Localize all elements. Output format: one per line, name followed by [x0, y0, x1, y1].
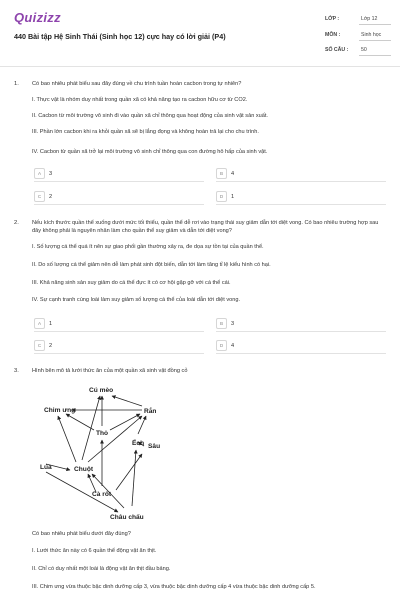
- node-chuot: Chuột: [74, 466, 94, 473]
- option-letter: A: [34, 168, 45, 179]
- option-b[interactable]: [216, 318, 234, 329]
- option-text: 3: [49, 170, 53, 177]
- option-text: 4: [231, 342, 235, 349]
- statement: II. Do số lượng cá thể giảm nên dễ làm phát sinh đột biến, dẫn tới làm tăng tỉ lệ kiểu hình có hại.: [32, 262, 271, 268]
- document-title: 440 Bài tập Hệ Sinh Thái (Sinh học 12) cực hay có lời giải (P4): [14, 32, 226, 41]
- statement: II. Chỉ có duy nhất một loài là động vật ăn thịt đầu bảng.: [32, 566, 171, 572]
- node-chim-ung: Chim ưng: [44, 407, 76, 414]
- option-a[interactable]: [34, 318, 52, 329]
- meta-subject-value: Sinh học: [361, 32, 382, 38]
- option-text: 4: [231, 170, 235, 177]
- node-ran: Rắn: [144, 408, 157, 415]
- option-letter: D: [216, 340, 227, 351]
- food-web-diagram: [30, 382, 220, 522]
- statement: III. Chim ưng vừa thuộc bậc dinh dưỡng cấp 3, vừa thuộc bậc dinh dưỡng cấp 4 vừa thuộc bậc dinh dưỡng cấp 5.: [32, 584, 316, 590]
- edge: [112, 396, 142, 406]
- node-ech: Ếch: [132, 440, 145, 447]
- node-cu-meo: Cú mèo: [89, 387, 114, 394]
- statement: I. Lưới thức ăn này có 6 quần thể động vật ăn thịt.: [32, 548, 157, 554]
- option-b[interactable]: [216, 168, 234, 179]
- statement: IV. Cacbon từ quần xã trở lại môi trường vô sinh chỉ thông qua con đường hô hấp của sinh vật.: [32, 149, 268, 155]
- option-text: 2: [49, 193, 53, 200]
- question-followup: Có bao nhiêu phát biểu dưới đây đúng?: [32, 531, 131, 537]
- question-number: 1.: [14, 81, 19, 87]
- option-letter: D: [216, 191, 227, 202]
- question-prompt: Hình bên mô tả lưới thức ăn của một quần xã sinh vật đồng cỏ: [32, 368, 188, 374]
- quizizz-logo: Quizizz: [14, 10, 61, 25]
- statement: II. Cacbon từ môi trường vô sinh đi vào quần xã chỉ thông qua hoạt động của sinh vật sản xuất.: [32, 113, 268, 119]
- question-number: 3.: [14, 368, 19, 374]
- edge: [58, 416, 76, 462]
- option-text: 2: [49, 342, 53, 349]
- meta-subject-label: MÔN :: [325, 32, 341, 38]
- statement: III. Khả năng sinh sản suy giảm do cá thể đực ít có cơ hội gặp gỡ với cá thể cái.: [32, 280, 231, 286]
- option-letter: C: [34, 191, 45, 202]
- node-sau: Sâu: [148, 443, 161, 450]
- option-c[interactable]: [34, 191, 52, 202]
- meta-class-label: LỚP :: [325, 16, 340, 22]
- node-lua: Lúa: [40, 464, 52, 471]
- option-letter: B: [216, 318, 227, 329]
- meta-class-value: Lớp 12: [361, 16, 378, 22]
- option-text: 1: [49, 320, 53, 327]
- edge: [116, 454, 142, 490]
- statement: III. Phần lớn cacbon khi ra khỏi quần xã sẽ bị lắng đọng và không hoàn trả lại cho chu trình.: [32, 129, 259, 135]
- statement: I. Số lượng cá thể quá ít nên sự giao phối gần thường xảy ra, đe dọa sự tồn tại của quần thể.: [32, 244, 264, 250]
- option-letter: C: [34, 340, 45, 351]
- edge: [88, 416, 145, 462]
- option-c[interactable]: [34, 340, 52, 351]
- question-prompt: Nếu kích thước quần thể xuống dưới mức tối thiểu, quần thể dễ rơi vào trạng thái suy giảm dẫn tới diệt vong. Có bao nhiêu trường hợp sau đây không phải là nguyên nhân làm cho quần thể suy giảm và dẫn tới diệt vong?: [32, 220, 379, 235]
- option-d[interactable]: [216, 340, 234, 351]
- edge: [132, 450, 136, 506]
- meta-count-label: SỐ CÂU :: [325, 47, 349, 53]
- option-text: 1: [231, 193, 235, 200]
- node-ca-rot: Cà rốt: [92, 491, 112, 498]
- edge: [66, 414, 94, 430]
- question-prompt: Có bao nhiêu phát biểu sau đây đúng về chu trình tuần hoàn cacbon trong tự nhiên?: [32, 81, 242, 87]
- option-letter: A: [34, 318, 45, 329]
- node-tho: Thỏ: [96, 430, 109, 437]
- option-d[interactable]: [216, 191, 234, 202]
- statement: IV. Sự cạnh tranh cùng loài làm suy giảm số lượng cá thể của loài dẫn tới diệt vong.: [32, 297, 241, 303]
- option-text: 3: [231, 320, 235, 327]
- question-number: 2.: [14, 220, 19, 226]
- node-chau-chau: Châu chấu: [110, 514, 144, 521]
- statement: I. Thực vật là nhóm duy nhất trong quần xã có khả năng tạo ra cacbon hữu cơ từ CO2.: [32, 97, 248, 103]
- document-header: [0, 0, 400, 67]
- meta-count-value: 50: [361, 47, 367, 53]
- option-letter: B: [216, 168, 227, 179]
- option-a[interactable]: [34, 168, 52, 179]
